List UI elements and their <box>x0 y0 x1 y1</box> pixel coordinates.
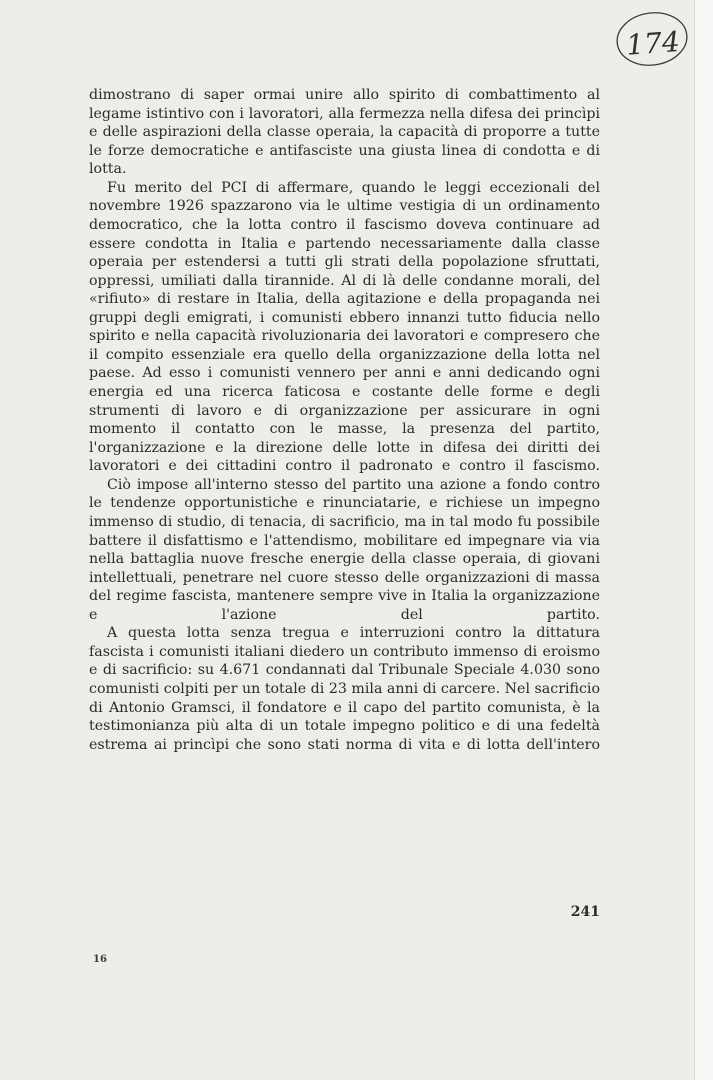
page-number: 241 <box>570 904 600 920</box>
paragraph-1: dimostrano di saper ormai unire allo spirito di combattimento al legame istintivo con i lavoratori, alla fermezza nella difesa dei princìpi e delle aspirazioni della classe operaia, la capacità di proporre a tutte le forze democratiche e antifasciste una giusta linea di condotta e di lotta. <box>89 87 600 178</box>
paragraph-2: Fu merito del PCI di affermare, quando le leggi eccezionali del novembre 1926 spazzarono via le ultime vestigia di un ordinamento democratico, che la lotta contro il fascismo doveva continuare ad essere condotta in Italia e partendo necessariamente dalla classe operaia per estendersi a tutti gli strati della popolazione sfruttati, oppressi, umiliati dalla tirannide. Al di là delle condanne morali, del «rifiuto» di restare in Italia, della agitazione e della propaganda nei gruppi degli emigrati, i comunisti ebbero innanzi tutto fiducia nello spirito e nella capacità rivoluzionaria dei lavoratori e compresero che il compito essenziale era quello della organizzazione della lotta nel paese. Ad esso i comunisti vennero per anni e anni dedicando ogni energia ed una ricerca faticosa e costante delle forme e degli strumenti di lavoro e di organizzazione per assicurare in ogni momento il contatto con le masse, la presenza del partito, l'organizzazione e la direzione delle lotte in difesa dei diritti dei lavoratori e dei cittadini contro il padronato e contro il fascismo. <box>89 179 600 475</box>
archive-stamp-number: 174 <box>625 25 681 62</box>
archive-stamp <box>610 6 690 74</box>
body-text <box>89 86 600 754</box>
paragraph-4: A questa lotta senza tregua e interruzioni contro la dittatura fascista i comunisti italiani diedero un contributo immenso di eroismo e di sacrificio: su 4.671 condannati dal Tribunale Speciale 4.030 sono comunisti colpiti per un totale di 23 mila anni di carcere. Nel sacrificio di Antonio Gramsci, il fondatore e il capo del partito comunista, è la testimonianza più alta di un totale impegno politico e di una fedeltà estrema ai princìpi che sono stati norma di vita e di lotta dell'intero <box>89 625 600 753</box>
paper-edge <box>694 0 713 1080</box>
paragraph-3: Ciò impose all'interno stesso del partito una azione a fondo contro le tendenze opportunistiche e rinunciatarie, e richiese un impegno immenso di studio, di tenacia, di sacrificio, ma in tal modo fu possibile battere il disfattismo e l'attendismo, mobilitare ed impegnare via via nella battaglia nuove fresche energie della classe operaia, di giovani intellettuali, penetrare nel cuore stesso delle organizzazioni di massa del regime fascista, mantenere sempre vive in Italia la organizzazione e l'azione del partito. <box>89 476 600 623</box>
signature-number: 16 <box>93 954 107 965</box>
